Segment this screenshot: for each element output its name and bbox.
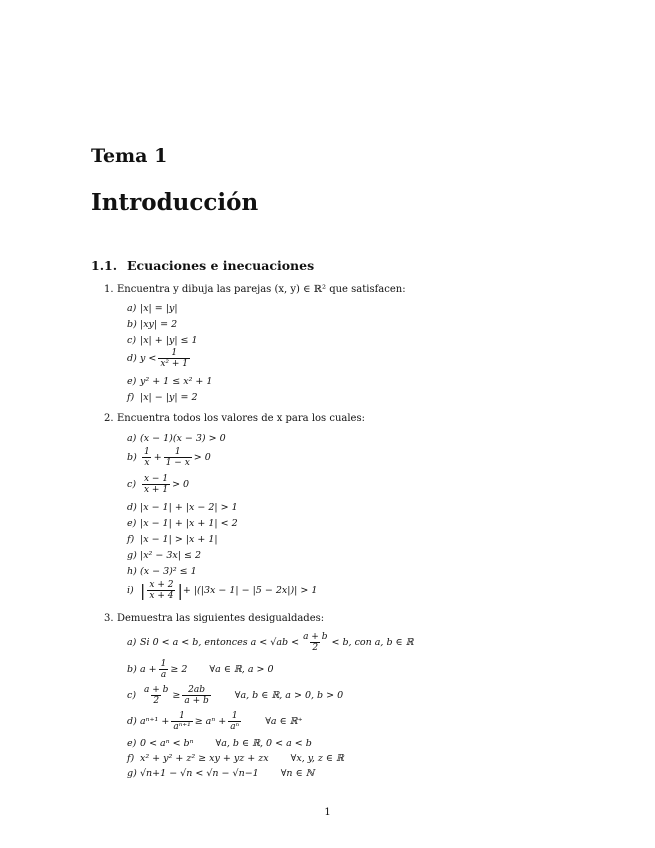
item-label: i) bbox=[127, 585, 134, 596]
section-number: 1.1. bbox=[91, 258, 118, 273]
problem-2-statement bbox=[104, 413, 365, 424]
fraction: $\frac{1}{a}$ bbox=[160, 659, 167, 680]
item-expression: |x² − 3x| ≤ 2 bbox=[140, 550, 202, 561]
condition: ∀a ∈ ℝ, a > 0 bbox=[209, 664, 274, 675]
item-label: d) bbox=[127, 716, 137, 727]
item-label: d) bbox=[127, 353, 137, 364]
item-expression: |x| + |y| ≤ 1 bbox=[140, 335, 198, 346]
item-expression: √n+1 − √n < √n − √n−1 bbox=[140, 768, 259, 779]
list-item bbox=[127, 335, 198, 346]
list-item bbox=[127, 550, 201, 561]
item-label: c) bbox=[127, 690, 137, 701]
item-label: b) bbox=[127, 664, 137, 675]
item-label: b) bbox=[127, 319, 137, 330]
fraction: $\frac{1}{1 - x}$ bbox=[165, 447, 190, 468]
section-heading bbox=[91, 258, 314, 273]
item-expression: 0 < aⁿ < bⁿ bbox=[140, 738, 194, 749]
list-item bbox=[127, 502, 238, 513]
condition: ∀n ∈ ℕ bbox=[280, 768, 315, 779]
item-expression: |x − 1| > |x + 1| bbox=[140, 534, 218, 545]
item-expression: y < bbox=[140, 353, 157, 364]
section-title: Ecuaciones e inecuaciones bbox=[127, 258, 315, 273]
list-item bbox=[127, 376, 212, 387]
problem-number: 2. bbox=[104, 413, 114, 424]
fraction: $\frac{1}{x}$ bbox=[144, 447, 150, 468]
item-label: e) bbox=[127, 376, 137, 387]
list-item bbox=[127, 534, 218, 545]
item-label: e) bbox=[127, 738, 137, 749]
item-expression: |x| − |y| = 2 bbox=[140, 392, 198, 403]
item-expression: Si 0 < a < b, entonces a < √ab < bbox=[140, 637, 300, 648]
list-item: a) Si 0 < a < b, entonces a < √ab < $\frac{a + b}{2}$ < b, con a, b ∈ ℝ bbox=[127, 632, 414, 653]
problem-text: Encuentra todos los valores de x para los cuales: bbox=[117, 413, 365, 424]
list-item bbox=[127, 566, 197, 577]
item-label: g) bbox=[127, 768, 137, 779]
problem-text: Demuestra las siguientes desigualdades: bbox=[117, 613, 325, 624]
list-item: c) $\frac{a + b}{2}$ ≥ $\frac{2ab}{a + b}$ ∀a, b ∈ ℝ, a > 0, b > 0 bbox=[127, 685, 344, 706]
fraction: $\frac{2ab}{a + b}$ bbox=[184, 685, 209, 706]
item-label: a) bbox=[127, 637, 137, 648]
fraction: $\frac{a + b}{2}$ bbox=[144, 685, 169, 706]
condition: ∀a, b ∈ ℝ, a > 0, b > 0 bbox=[234, 690, 344, 701]
page-number: 1 bbox=[324, 807, 331, 818]
item-label: b) bbox=[127, 452, 137, 463]
list-item bbox=[127, 738, 312, 749]
chapter-label: Tema 1 bbox=[91, 145, 168, 167]
list-item: b) $\frac{1}{x}$ + $\frac{1}{1 - x}$ > 0 bbox=[127, 447, 211, 468]
item-label: f) bbox=[127, 753, 135, 764]
item-expression: |x − 1| + |x − 2| > 1 bbox=[140, 502, 238, 513]
fraction: $\frac{x + 2}{x + 4}$ bbox=[149, 580, 174, 601]
condition: ∀x, y, z ∈ ℝ bbox=[290, 753, 344, 764]
fraction: $\frac{1}{\text{x² + 1}}$ bbox=[160, 348, 189, 369]
problem-1-statement bbox=[104, 284, 406, 295]
list-item bbox=[127, 303, 178, 314]
list-item bbox=[127, 319, 177, 330]
item-expression: |xy| = 2 bbox=[140, 319, 178, 330]
item-label: f) bbox=[127, 534, 135, 545]
list-item bbox=[127, 392, 198, 403]
problem-number: 1. bbox=[104, 284, 114, 295]
condition: ∀a, b ∈ ℝ, 0 < a < b bbox=[215, 738, 312, 749]
item-label: e) bbox=[127, 518, 137, 529]
item-label: h) bbox=[127, 566, 137, 577]
item-label: g) bbox=[127, 550, 137, 561]
problem-text: Encuentra y dibuja las parejas (x, y) ∈ ℝ² que satisfacen: bbox=[117, 284, 406, 295]
list-item bbox=[127, 518, 238, 529]
item-expression: x² + y² + z² ≥ xy + yz + zx bbox=[140, 753, 269, 764]
fraction: $\frac{1}{\text{aⁿ⁺¹}}$ bbox=[173, 711, 191, 732]
item-label: a) bbox=[127, 433, 137, 444]
item-expression: |x − 1| + |x + 1| < 2 bbox=[140, 518, 238, 529]
item-label: a) bbox=[127, 303, 137, 314]
item-label: d) bbox=[127, 502, 137, 513]
list-item bbox=[127, 753, 344, 764]
problem-number: 3. bbox=[104, 613, 114, 624]
fraction: $\frac{a + b}{2}$ bbox=[303, 632, 328, 653]
item-label: c) bbox=[127, 479, 137, 490]
fraction: $\frac{x - 1}{x + 1}$ bbox=[144, 474, 169, 495]
list-item: i) | $\frac{x + 2}{x + 4}$ | + |(|3x − 1| − |5 − 2x|)| > 1 bbox=[127, 580, 318, 601]
list-item: b) a + $\frac{1}{a}$ ≥ 2 ∀a ∈ ℝ, a > 0 bbox=[127, 659, 274, 680]
item-expression: y² + 1 ≤ x² + 1 bbox=[140, 376, 213, 387]
problem-3-statement bbox=[104, 613, 324, 624]
list-item bbox=[127, 768, 314, 779]
item-label: c) bbox=[127, 335, 137, 346]
item-label: f) bbox=[127, 392, 135, 403]
item-expression: |x| = |y| bbox=[140, 303, 178, 314]
item-expression: (x − 3)² ≤ 1 bbox=[140, 566, 197, 577]
condition: ∀a ∈ ℝ⁺ bbox=[265, 716, 303, 727]
list-item bbox=[127, 348, 192, 369]
chapter-title: Introducción bbox=[91, 189, 259, 216]
list-item bbox=[127, 433, 226, 444]
list-item: d) aⁿ⁺¹ + $\frac{1}{\text{aⁿ⁺¹}}$ ≥ aⁿ + $\frac{1}{\text{aⁿ}}$ ∀a ∈ ℝ⁺ bbox=[127, 711, 303, 732]
item-expression: (x − 1)(x − 3) > 0 bbox=[140, 433, 226, 444]
list-item: c) $\frac{x - 1}{x + 1}$ > 0 bbox=[127, 474, 190, 495]
fraction: $\frac{1}{\text{aⁿ}}$ bbox=[230, 711, 240, 732]
